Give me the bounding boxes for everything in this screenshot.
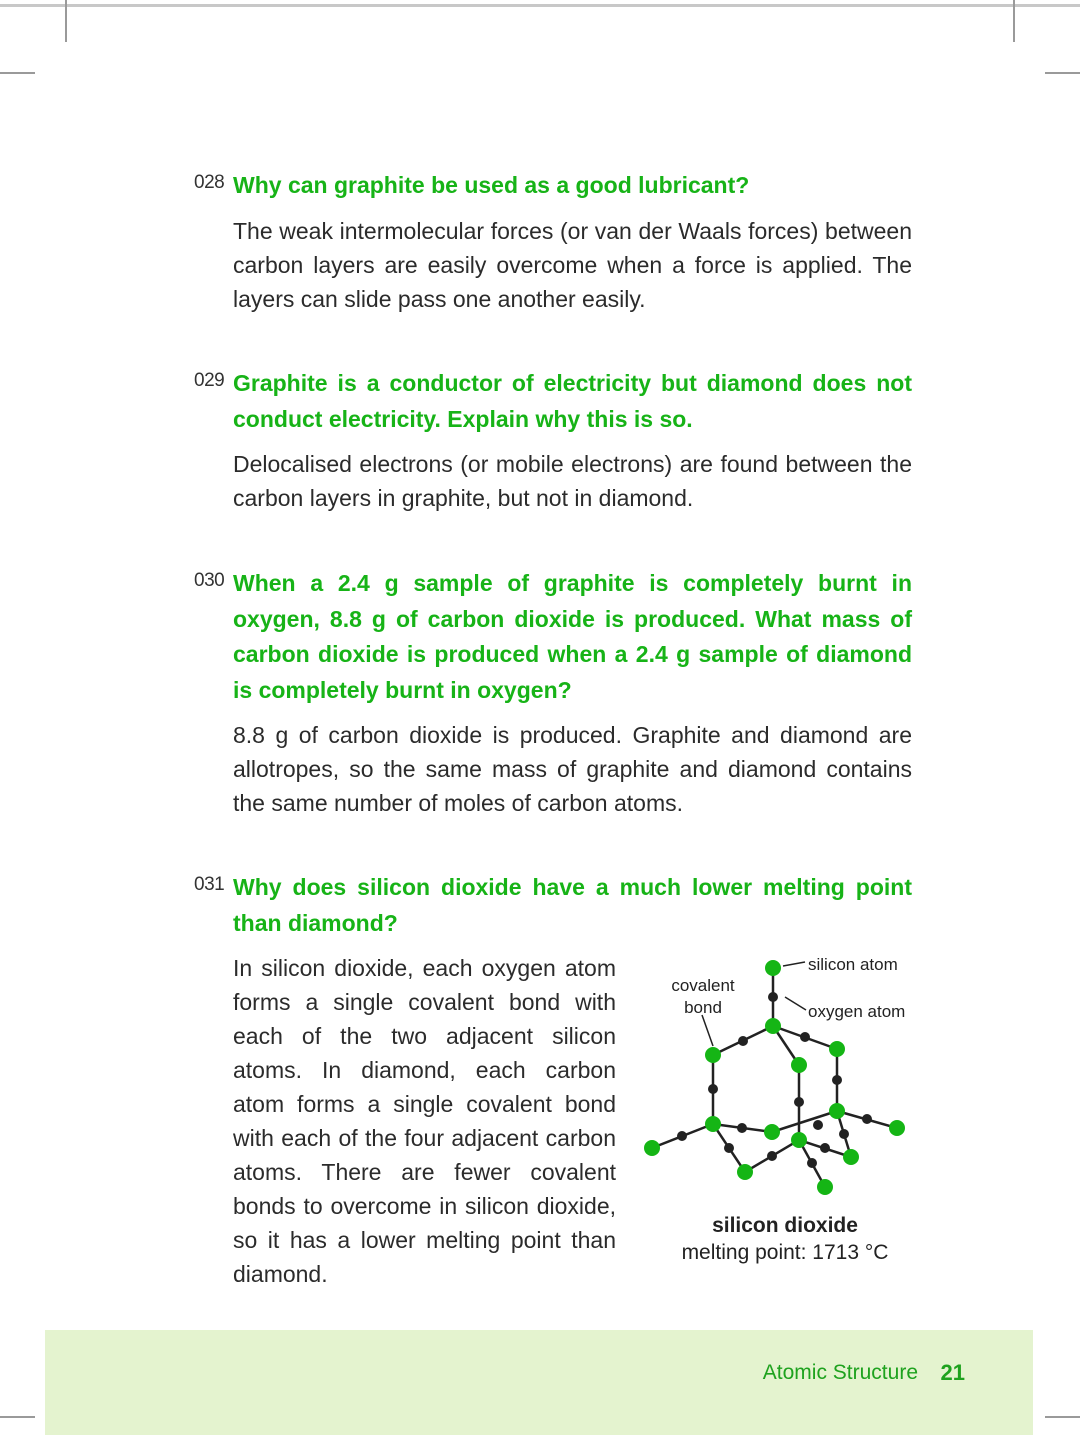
top-rule — [0, 4, 1080, 7]
question-number: 028 — [194, 172, 225, 193]
crop-mark — [1013, 0, 1015, 42]
oxygen-atom-label: oxygen atom — [808, 1002, 906, 1021]
question-number: 029 — [194, 370, 225, 391]
answer-text: In silicon dioxide, each oxygen atom forms a single covalent bond with each of the two adjacent silicon atoms. In diamond, each carbon atom forms a single covalent bond with each of the four adjacent carbon atoms. There are fewer covalent bonds to overcome in silicon dioxide, so it has a lower melting point than diamond. — [233, 955, 616, 1287]
silicon-dioxide-figure — [640, 948, 930, 1268]
answer-text: 8.8 g of carbon dioxide is produced. Graphite and diamond are allotropes, so the same mass of graphite and diamond contains the same number of moles of carbon atoms. — [233, 722, 912, 816]
silicon-dioxide-structure-diagram — [640, 948, 930, 1210]
crop-mark — [0, 1416, 35, 1418]
footer-section-title: Atomic Structure — [762, 1361, 918, 1384]
crop-mark — [65, 0, 67, 42]
qa-028 — [194, 168, 912, 316]
figure-caption-title: silicon dioxide — [712, 1214, 858, 1237]
crop-mark — [1045, 72, 1080, 74]
covalent-bond-label-line1: covalent — [671, 976, 735, 995]
page-footer — [45, 1330, 1033, 1435]
qa-029 — [194, 366, 912, 515]
answer-text: The weak intermolecular forces (or van der Waals forces) between carbon layers are easily overcome when a force is applied. The layers can slide pass one another easily. — [233, 217, 912, 312]
question-text: Why can graphite be used as a good lubricant? — [233, 172, 750, 198]
question-number: 031 — [194, 874, 225, 895]
page-number: 21 — [940, 1360, 965, 1385]
covalent-bond-label-line2: bond — [684, 998, 722, 1017]
figure-caption-melting-point: melting point: 1713 °C — [681, 1241, 889, 1264]
question-text: When a 2.4 g sample of graphite is completely burnt in oxygen, 8.8 g of carbon dioxide is produced. What mass of carbon dioxide is produced when a 2.4 g sample of diamond is completely burnt in oxygen? — [233, 570, 912, 703]
crop-mark — [1045, 1416, 1080, 1418]
qa-030 — [194, 566, 912, 820]
question-number: 030 — [194, 570, 225, 591]
crop-mark — [0, 72, 35, 74]
question-text: Why does silicon dioxide have a much lower melting point than diamond? — [233, 874, 912, 936]
question-text: Graphite is a conductor of electricity but diamond does not conduct electricity. Explain why this is so. — [233, 370, 912, 432]
silicon-atom-label: silicon atom — [808, 955, 898, 974]
answer-text: Delocalised electrons (or mobile electrons) are found between the carbon layers in graphite, but not in diamond. — [233, 451, 912, 511]
